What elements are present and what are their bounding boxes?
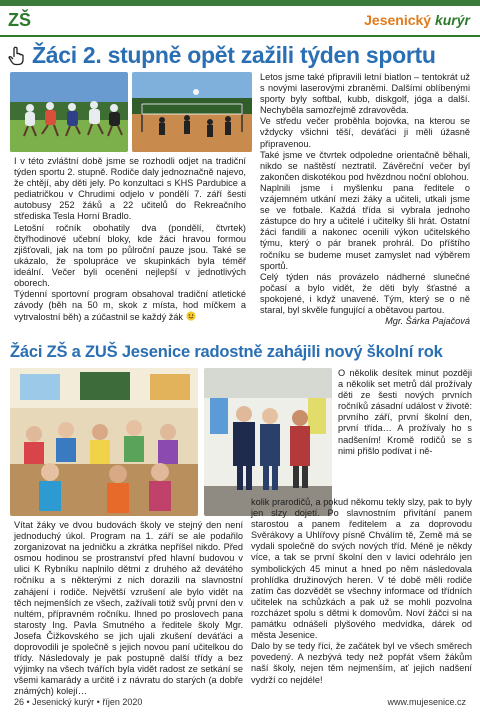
article1-paragraph: [14, 289, 246, 323]
article1-title: Žáci 2. stupně opět zažili týden sportu: [32, 42, 436, 68]
photo-running-race: [10, 72, 128, 152]
article2-title: Žáci ZŠ a ZUŠ Jesenice radostně zahájili nový školní rok: [10, 343, 443, 361]
article1-column-right: [260, 72, 470, 327]
page-footer: [0, 693, 480, 714]
header-color-bar: [0, 0, 480, 6]
photo-sports-field: [132, 72, 252, 152]
section-tag: ZŠ: [8, 10, 32, 30]
article2-paragraph: Vítat žáky ve dvou budovách školy ve stejný den není jednoduchý úkol. Program na 1. září se ale podařilo zorganizovat na jedničku a zkrátka nepříšel nikdo. Před osmou hodinou se prostranství před hlavní budovou v ulici K Rybníku naplnilo dětmi z druhého až devátého ročníku a s některými z nich dorazili na slavnostní zahájení i rodiče. Největší vzrušení ale bylo vidět na těch nejmenších ze všech, zažívali totiž svůj první den v nultém, přípravném ročníku. Ihned po proslovech pana starosty Ing. Pavla Smutného a ředitele školy Mgr. Josefa Čižkovského se jich ujali zkušení deváťáci a doprovodili je společně s jejich novou paní učitelkou do třídy. Následovaly je pak postupně další třídy a bez výjimky na všech tvářích byla vidět radost ze setkání se všemi kamarády a určitě i z návratu do starých (a dobře známých) kolejí…: [14, 520, 243, 697]
footer-issue: 26 • Jesenický kurýr • říjen 2020: [14, 697, 143, 707]
article1-paragraph: Letos jsme také připravili letní biatlon – tentokrát už s novými laserovými zbraněmi. Dalšími oblíbenými sporty byly softbal, kubb, diskgolf, jóga a další. Nechyběla samozřejmě zdravověda.: [260, 72, 470, 116]
footer-website: www.mujesenice.cz: [387, 697, 466, 707]
article2-paragraph: Dalo by se tedy říci, že začátek byl ve všech směrech povedený. A nezbývá tedy než popřát všem žákům naší školy, nejen těm nejmenším, ať jejich nadšení vydrží co nejdéle!: [251, 641, 472, 685]
article2-column-right-top: [338, 368, 472, 457]
photo-classroom-children: [10, 368, 198, 516]
article1-paragraph: I v této zvláštní době jsme se rozhodli odjet na tradiční týden sportu 2. stupně. Rodiče daly jednoznačně najevo, že chtějí, aby děti jely. Po konzultaci s KHS Pardubice a pediatričkou v Chrudimi odjelo v pondělí 7. září šesti autobusy 252 žáků a 22 učitelů do Rekreačního střediska Tesla Horní Bradlo.: [14, 156, 246, 222]
magazine-prefix: Jesenický: [364, 12, 432, 28]
pointing-hand-icon: [8, 46, 26, 66]
article1-paragraph-text: Týdenní sportovní program obsahoval tradiční atletické závody (běh na 50 m, skok z místa, hod míčkem a vytrvalostní běh) a zúčastnil se každý žák: [14, 289, 246, 323]
header-divider: [0, 35, 480, 37]
magazine-title: [364, 12, 470, 28]
article1-paragraph: Naplnili jsme i myšlenku pana ředitele o vzájemném utkání mezi žáky a učiteli, utkali jsme se ve fotbale. Každá třída si vybrala jednoho zástupce do hry a učitelé i učitelky šli hrát. Ostatní žáci fandili a nakonec ocenili výkon učitelského týmu, který o pár branek prohrál. Do příštího ročníku se budeme muset zamyslet nad výběrem sportů.: [260, 182, 470, 271]
article1-heading: [8, 42, 472, 69]
magazine-suffix: kurýr: [434, 12, 470, 28]
article1-paragraph: Také jsme ve čtvrtek odpoledne orientačně běhali, nikdo se naštěstí neztratil. Závěreční večer byl zakončen diskotékou pod hvězdnou noční oblohou.: [260, 149, 470, 182]
article1-column-left: [14, 156, 246, 323]
article2-paragraph: kolik prarodičů, a pokud někomu tekly slzy, pak to byly jen slzy dojetí. Po slavnostním přivítání panem starostou a panem ředitelem a za doprovodu Svěrákovy a Uhlířovy písně Chválím tě, Země má se vydali společně do svých nových tříd. Méně je někdy více, a tak se první školní den v lavici odehrálo jen symbolických 45 minut a hned po něm následovala prohlídka družinových heren. V té době měli rodiče zatím čas dozvědět se všechny informace od třídních učitelek na schůzkách a pak už se mohli pozvolna rozcházet spolu s dětmi k domovům. Noví žáčci si na památku odnášeli plyšového medvídka, dárek od města Jesenice.: [251, 497, 472, 641]
smiley-icon: [186, 311, 196, 321]
article1-signature: Mgr. Šárka Pajačová: [385, 316, 470, 327]
article1-paragraph: Letošní ročník obohatily dva (pondělí, čtvrtek) čtyřhodinové učební bloky, kde žáci hravou formou zjišťovali, jak na tom po půlroční pauze jsou. Také se ukázalo, že spolupráce ve skupinkách byla téměř ideální. Večer byli oceněni nejlepší v jednotlivých oborech.: [14, 222, 246, 289]
article2-column-right-bottom: [251, 497, 472, 686]
photo-mayor-and-director: [204, 368, 332, 516]
article1-paragraph: Celý týden nás provázelo nádherné slunečné počasí a bylo vidět, že děti byly šťastné a spokojené, i když unavené. Tým, který se o ně staral, byl skvěle fungující a obětavou partou.: [260, 271, 470, 315]
article2-paragraph: O několik desítek minut později a několik set metrů dál prožívaly děti ze šesti nových prvních ročníků zásadní událost v životě: prvního září, první školní den, první třída… A prožívaly ho s nadšením! Kromě rodičů se s nimi přišlo podívat i ně-: [338, 368, 472, 456]
article2-column-left: [14, 520, 243, 698]
article1-paragraph: Ve středu večer proběhla bojovka, na kterou se vždycky všichni těší, deváťáci ji měli úžasně připravenou.: [260, 116, 470, 149]
